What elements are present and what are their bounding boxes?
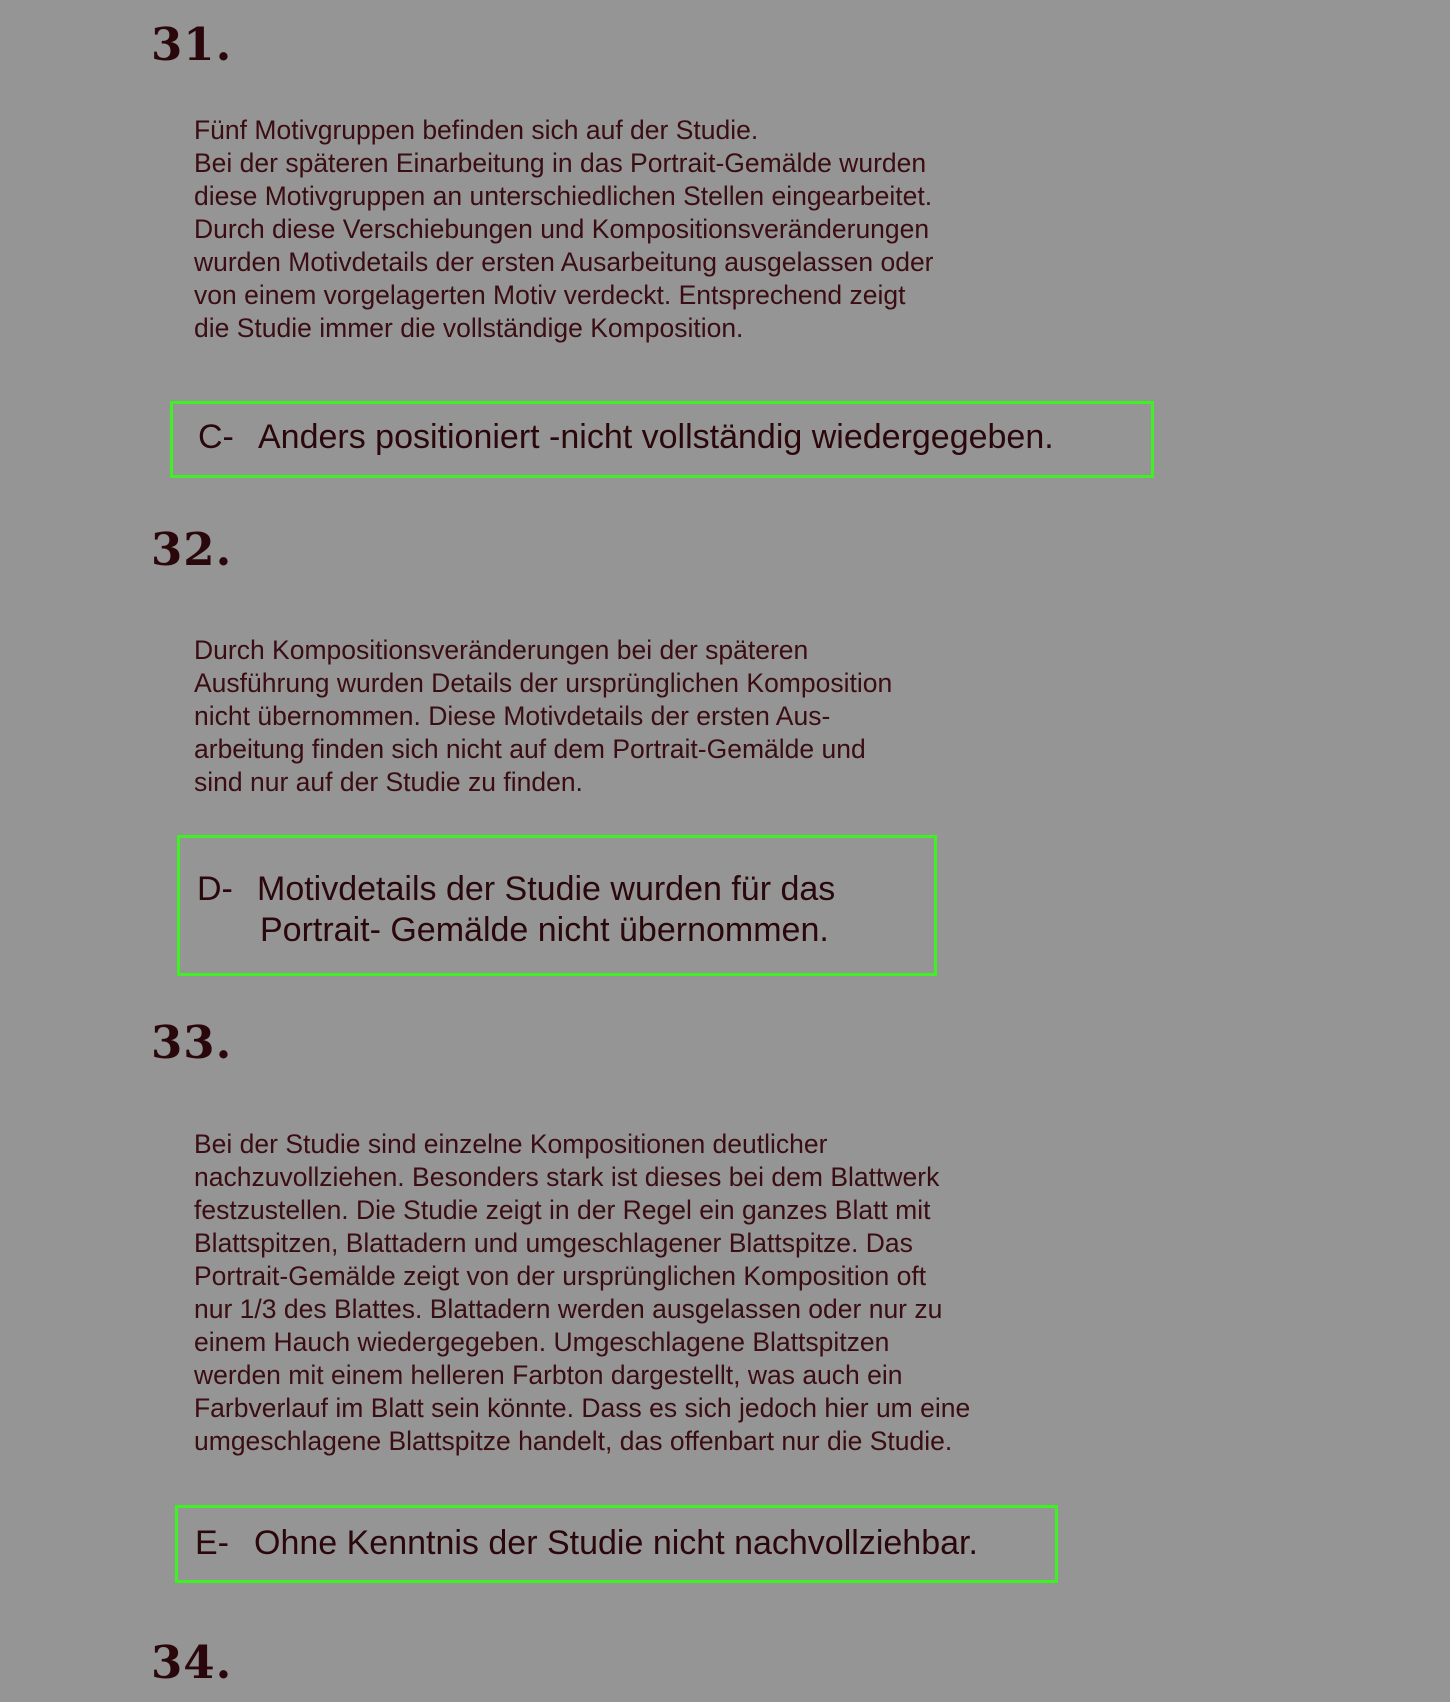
section-31-paragraph [194, 114, 934, 345]
paragraph-line: Bei der Studie sind einzelne Kompositionen deutlicher [194, 1129, 828, 1159]
summary-box-e [175, 1505, 1058, 1583]
summary-text: Motivdetails der Studie wurden für das [257, 870, 836, 908]
paragraph-line: nicht übernommen. Diese Motivdetails der ersten Aus- [194, 701, 831, 731]
paragraph-line: nur 1/3 des Blattes. Blattadern werden ausgelassen oder nur zu [194, 1294, 943, 1324]
summary-box-c [170, 401, 1154, 478]
paragraph-line: Durch diese Verschiebungen und Kompositionsveränderungen [194, 214, 930, 244]
paragraph-line: einem Hauch wiedergegeben. Umgeschlagene Blattspitzen [194, 1327, 890, 1357]
section-32-paragraph [194, 634, 892, 799]
paragraph-line: von einem vorgelagerten Motiv verdeckt. Entsprechend zeigt [194, 280, 906, 310]
paragraph-line: die Studie immer die vollständige Komposition. [194, 313, 744, 343]
summary-box-d [177, 835, 937, 976]
section-33-paragraph [194, 1128, 970, 1458]
summary-text: Ohne Kenntnis der Studie nicht nachvollziehbar. [254, 1524, 978, 1562]
section-number-34: 34. [151, 1636, 233, 1689]
paragraph-line: nachzuvollziehen. Besonders stark ist dieses bei dem Blattwerk [194, 1162, 940, 1192]
paragraph-line: wurden Motivdetails der ersten Ausarbeitung ausgelassen oder [194, 247, 934, 277]
paragraph-line: Ausführung wurden Details der ursprünglichen Komposition [194, 668, 893, 698]
paragraph-line: Bei der späteren Einarbeitung in das Portrait-Gemälde wurden [194, 148, 927, 178]
paragraph-line: arbeitung finden sich nicht auf dem Portrait-Gemälde und [194, 734, 866, 764]
summary-letter: C- [198, 418, 234, 456]
summary-letter: E- [195, 1524, 229, 1562]
paragraph-line: Portrait-Gemälde zeigt von der ursprünglichen Komposition oft [194, 1261, 927, 1291]
section-number-32: 32. [151, 523, 233, 576]
summary-text: Anders positioniert -nicht vollständig wiedergegeben. [258, 418, 1054, 456]
paragraph-line: Blattspitzen, Blattadern und umgeschlagener Blattspitze. Das [194, 1228, 913, 1258]
summary-text: Portrait- Gemälde nicht übernommen. [260, 911, 829, 949]
paragraph-line: festzustellen. Die Studie zeigt in der Regel ein ganzes Blatt mit [194, 1195, 931, 1225]
paragraph-line: diese Motivgruppen an unterschiedlichen Stellen eingearbeitet. [194, 181, 933, 211]
paragraph-line: Durch Kompositionsveränderungen bei der späteren [194, 635, 809, 665]
paragraph-line: Farbverlauf im Blatt sein könnte. Dass es sich jedoch hier um eine [194, 1393, 971, 1423]
section-number-33: 33. [151, 1016, 233, 1069]
section-number-31: 31. [151, 18, 233, 71]
paragraph-line: sind nur auf der Studie zu finden. [194, 767, 583, 797]
paragraph-line: umgeschlagene Blattspitze handelt, das offenbart nur die Studie. [194, 1426, 953, 1456]
paragraph-line: Fünf Motivgruppen befinden sich auf der Studie. [194, 115, 759, 145]
paragraph-line: werden mit einem helleren Farbton dargestellt, was auch ein [194, 1360, 903, 1390]
summary-letter: D- [197, 870, 233, 908]
